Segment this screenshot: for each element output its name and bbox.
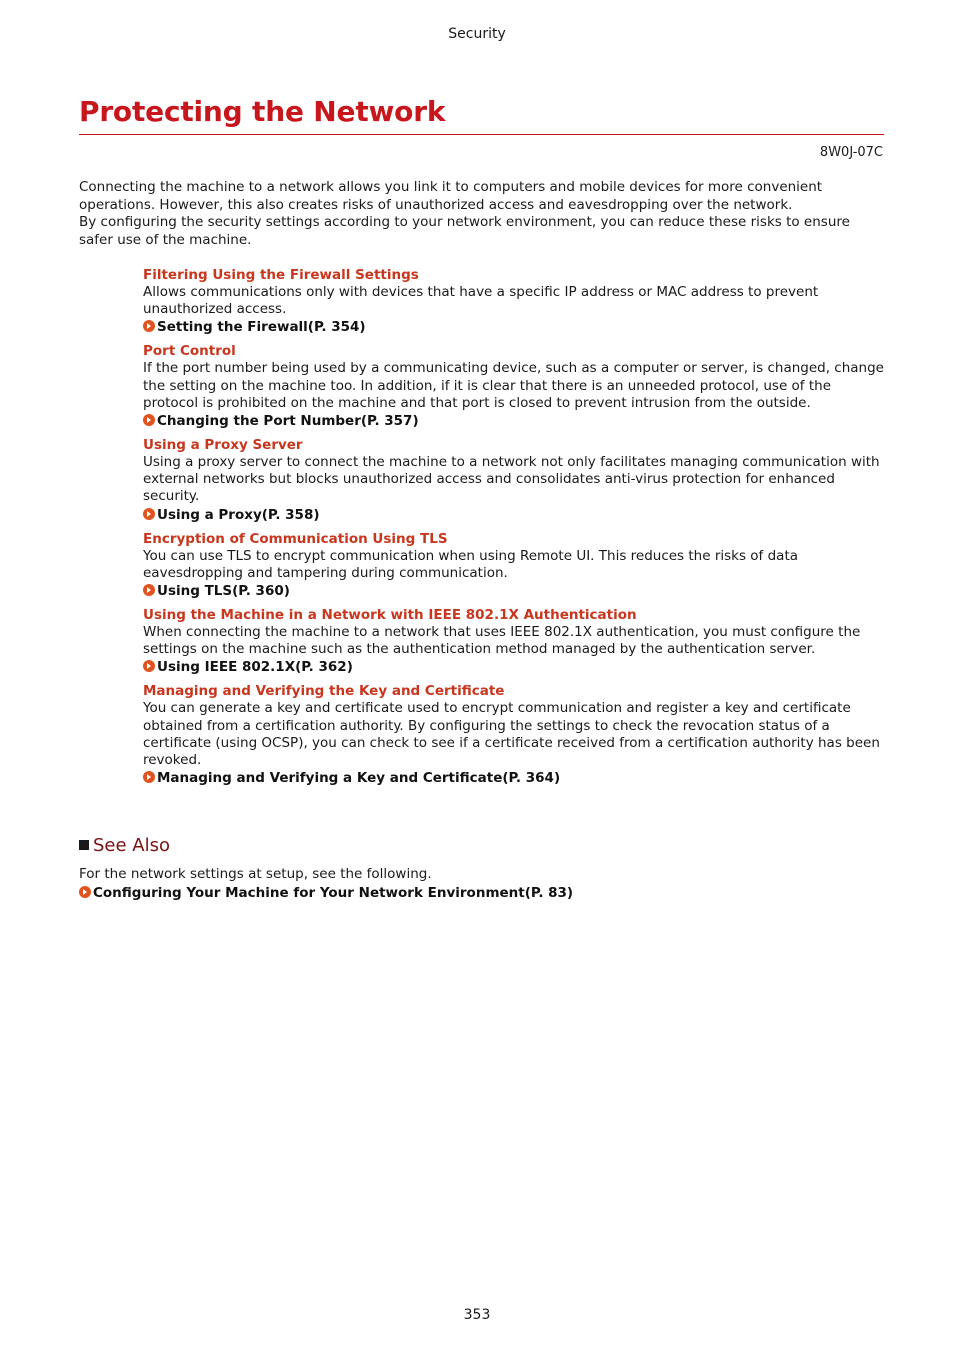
see-also-text: For the network settings at setup, see the following. (79, 866, 432, 882)
topic-description: Allows communications only with devices that have a specific IP address or MAC address to prevent unauthorized access. (143, 284, 819, 318)
topic-title: Port Control (143, 343, 236, 360)
topic-title: Using the Machine in a Network with IEEE 802.1X Authentication (143, 607, 637, 624)
link-text: Setting the Firewall(P. 354) (157, 319, 366, 336)
see-also-heading (79, 834, 170, 858)
square-bullet-icon (79, 840, 89, 850)
arrow-right-circle-icon (143, 508, 155, 520)
topic-list (143, 266, 885, 793)
intro-text (79, 179, 884, 249)
topic-description: Using a proxy server to connect the machine to a network not only facilitates managing communication with external networks but blocks unauthorized access and consolidates anti-virus protection for enhanced security. (143, 454, 880, 505)
link-using-ieee-8021x[interactable] (143, 658, 885, 676)
topic-ieee-8021x (143, 606, 885, 676)
topic-firewall (143, 266, 885, 336)
page-number: 353 (463, 1307, 491, 1323)
title-rule (79, 134, 884, 135)
arrow-right-circle-icon (143, 414, 155, 426)
topic-title: Filtering Using the Firewall Settings (143, 267, 419, 283)
arrow-right-circle-icon (143, 320, 155, 332)
topic-title: Managing and Verifying the Key and Certificate (143, 683, 505, 700)
link-text: Using TLS(P. 360) (157, 583, 290, 600)
link-text: Configuring Your Machine for Your Network Environment(P. 83) (93, 884, 574, 901)
intro-paragraph-2: By configuring the security settings according to your network environment, you can reduce these risks to ensure safer use of the machine. (79, 214, 850, 248)
topic-description: If the port number being used by a communicating device, such as a computer or server, is changed, change the setting on the machine too. In addition, if it is clear that there is an unneeded protocol, use of the protocol is prohibited on the machine and that port is closed to prevent intrusion from the outside. (143, 360, 884, 411)
link-using-proxy[interactable] (143, 506, 885, 524)
arrow-right-circle-icon (143, 584, 155, 596)
topic-tls (143, 530, 885, 600)
topic-port-control (143, 342, 885, 430)
topic-description: You can generate a key and certificate used to encrypt communication and register a key and certificate obtained from a certification authority. By configuring the settings to check the revocation status of a certificate (using OCSP), you can check to see if a certificate received from a certification authority has been revoked. (143, 700, 880, 769)
link-text: Using IEEE 802.1X(P. 362) (157, 659, 353, 676)
arrow-right-circle-icon (79, 886, 91, 898)
topic-key-certificate (143, 682, 885, 787)
document-code: 8W0J-07C (819, 145, 883, 160)
see-also-title: See Also (93, 835, 171, 856)
link-text: Using a Proxy(P. 358) (157, 506, 320, 523)
link-text: Changing the Port Number(P. 357) (157, 413, 419, 430)
link-text: Managing and Verifying a Key and Certificate(P. 364) (157, 770, 561, 787)
topic-proxy-server (143, 436, 885, 524)
topic-title: Encryption of Communication Using TLS (143, 530, 448, 547)
see-also-body (79, 866, 884, 902)
link-setting-firewall[interactable] (143, 318, 885, 336)
page-title: Protecting the Network (79, 95, 446, 128)
link-configuring-network[interactable] (79, 884, 884, 902)
intro-paragraph-1: Connecting the machine to a network allows you link it to computers and mobile devices for more convenient operations. However, this also creates risks of unauthorized access and eavesdropping over the network. (79, 179, 823, 213)
link-managing-key-certificate[interactable] (143, 769, 885, 787)
link-using-tls[interactable] (143, 582, 885, 600)
arrow-right-circle-icon (143, 660, 155, 672)
topic-description: You can use TLS to encrypt communication when using Remote UI. This reduces the risks of data eavesdropping and tampering during communication. (143, 547, 799, 581)
topic-title: Using a Proxy Server (143, 437, 303, 454)
topic-description: When connecting the machine to a network that uses IEEE 802.1X authentication, you must configure the settings on the machine such as the authentication method managed by the authentication server. (143, 624, 861, 658)
running-header: Security (448, 26, 506, 42)
link-changing-port-number[interactable] (143, 412, 885, 430)
arrow-right-circle-icon (143, 771, 155, 783)
